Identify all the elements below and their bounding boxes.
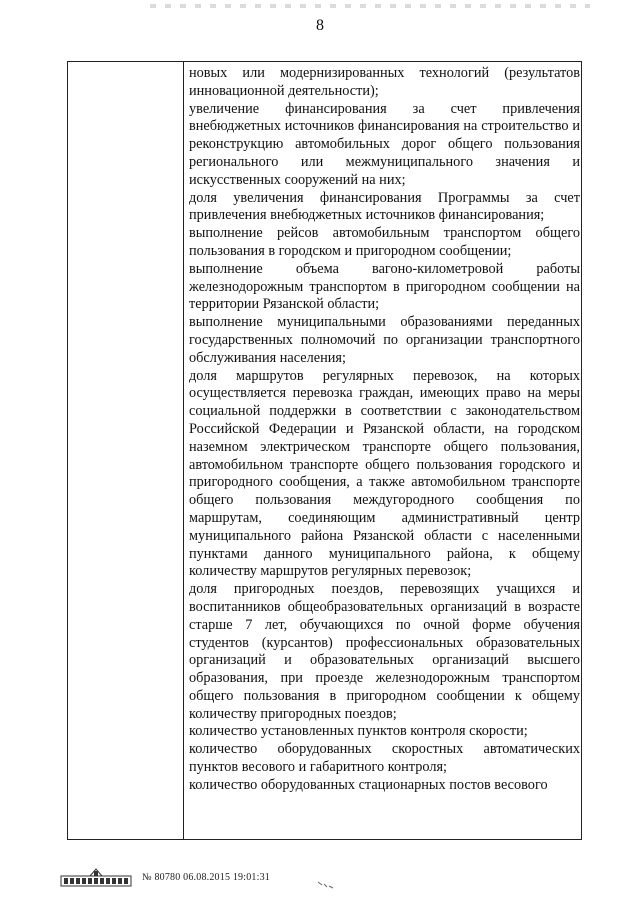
column-divider (183, 62, 184, 839)
indicator-paragraph: новых или модернизированных технологий (результатов инновационной деятельности); (189, 65, 580, 99)
indicator-paragraph: выполнение муниципальными образованиями переданных государственных полномочий по организации транспортного обслуживания населения; (189, 314, 580, 366)
stamp-logo-icon (60, 867, 132, 887)
indicator-paragraph: доля маршрутов регулярных перевозок, на которых осуществляется перевозка граждан, имеющих право на меры социальной поддержки в соответствии с законодательством Российской Федерации и Рязанской области, на городском наземном электрическом транспорте общего пользования, автомобильном транспорте общего пользования городского и пригородного сообщения, а также автомобильном транспорте общего пользования междугородного сообщения по маршрутам, соединяющим административный центр муниципального района Рязанской области с населенными пунктами данного муниципального района, к общему количеству маршрутов регулярных перевозок; (189, 367, 580, 580)
registration-stamp (60, 865, 360, 889)
indicator-paragraph: количество оборудованных скоростных автоматических пунктов весового и габаритного контроля; (189, 741, 580, 776)
indicator-paragraph: количество оборудованных стационарных постов весового (189, 776, 548, 793)
indicators-cell (189, 65, 580, 795)
indicator-paragraph: выполнение объема вагоно-километровой работы железнодорожным транспортом в пригородном сообщении на территории Рязанской области; (189, 260, 580, 313)
indicator-paragraph: увеличение финансирования за счет привлечения внебюджетных источников финансирования на строительство и реконструкцию автомобильных дорог общего пользования регионального или межмуниципального значения и искусственных сооружений на них; (189, 100, 580, 188)
indicator-paragraph: количество установленных пунктов контроля скорости; (189, 723, 528, 740)
scan-artifact (150, 4, 590, 8)
stamp-text: № 80780 06.08.2015 19:01:31 (142, 871, 270, 883)
indicator-paragraph: выполнение рейсов автомобильным транспортом общего пользования в городском и пригородном сообщении; (189, 225, 580, 259)
indicator-paragraph: доля увеличения финансирования Программы за счет привлечения внебюджетных источников финансирования; (189, 189, 580, 224)
indicator-paragraph: доля пригородных поездов, перевозящих учащихся и воспитанников общеобразовательных организаций в возрасте старше 7 лет, обучающихся по очной форме обучения студентов (курсантов) профессиональных образовательных организаций и образовательных организаций высшего образования, при проезде железнодорожным транспортом общего пользования в пригородном сообщении к общему количеству пригородных поездов; (189, 581, 580, 722)
page-number: 8 (316, 17, 324, 34)
handwritten-mark (317, 877, 335, 887)
program-table (67, 61, 582, 840)
